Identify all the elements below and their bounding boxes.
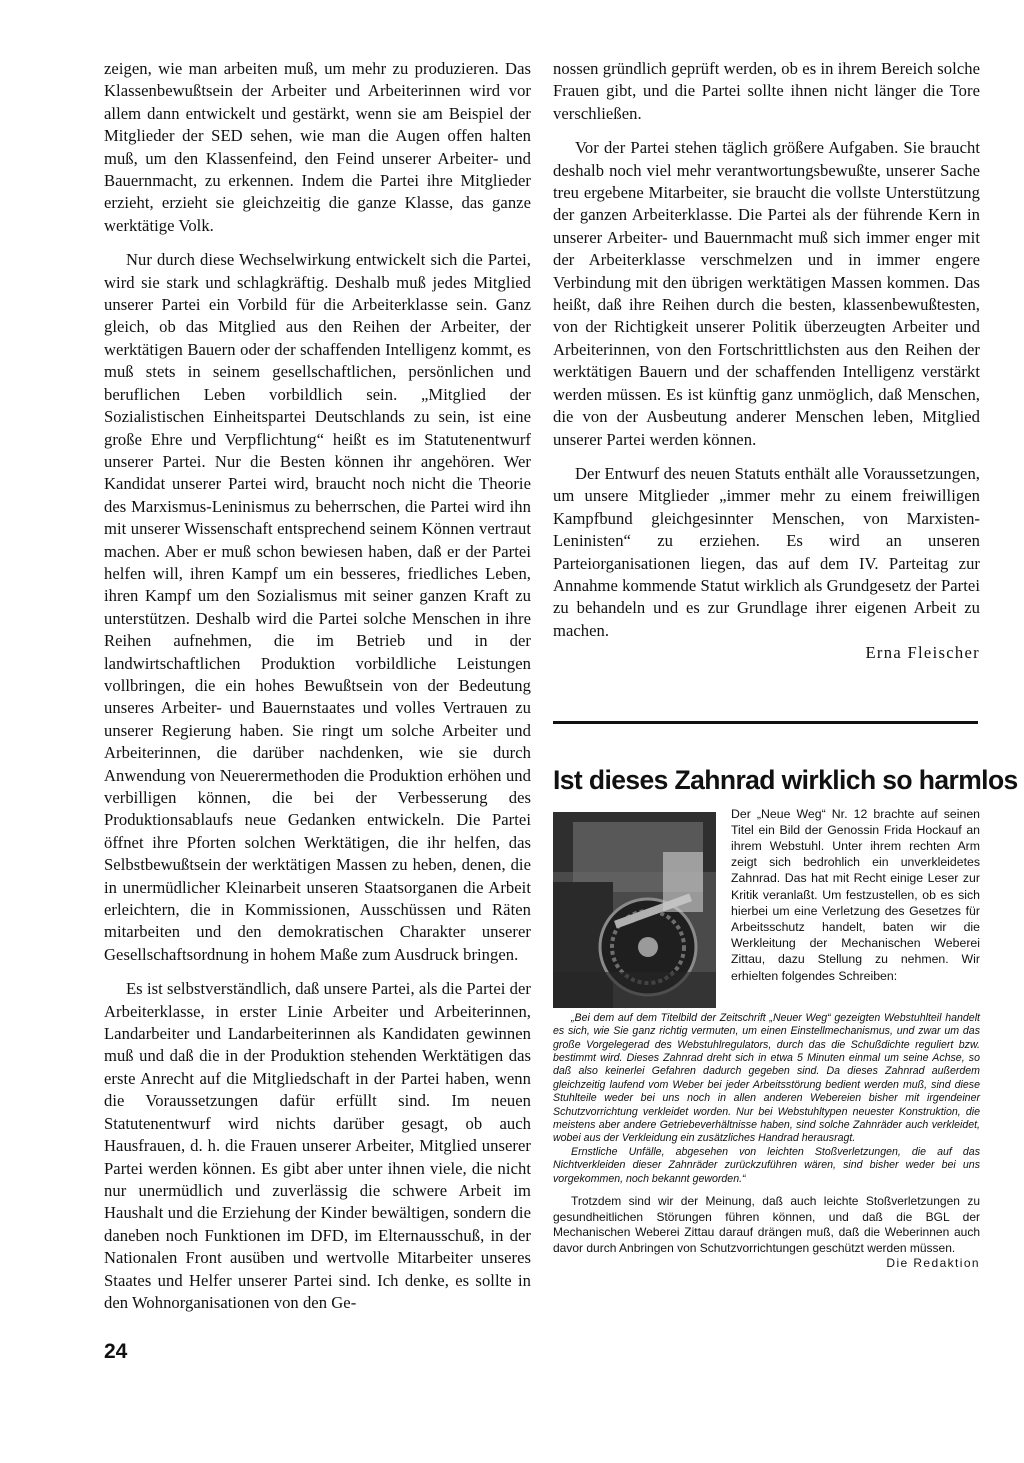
editorial-reply: Trotzdem sind wir der Meinung, daß auch leichte Stoßverletzungen zu gesundheitlichen Störungen führen können, und daß die BGL der Mechanischen Weberei Zittau darauf drängen muß, daß die Weberinnen auch davor durch Anbringen von Schutzvorrichtungen geschützt werden müssen. — [553, 1194, 980, 1255]
left-column — [104, 58, 531, 1314]
page-number: 24 — [104, 1340, 128, 1363]
author-signature: Erna Fleischer — [865, 643, 980, 663]
article-intro: Der „Neue Weg“ Nr. 12 brachte auf seinen Titel ein Bild der Genossin Frida Hockauf an ihrem Webstuhl. Unter ihrem rechten Arm zeigt sich bedrohlich ein unverkleidetes Zahnrad. Das hat mit Recht einige Leser zur Kritik veranlaßt. Um festzustellen, ob es sich hierbei um eine Verletzung des Gesetzes für Arbeitsschutz handelt, baten wir die Werkleitung der Mechanischen Weberei Zittau, dazu Stellung zu nehmen. Wir erhielten folgendes Schreiben: — [731, 806, 980, 983]
left-paragraph-2: Nur durch diese Wechselwirkung entwickelt sich die Partei, wird sie stark und schlagkräftig. Deshalb muß jedes Mitglied unserer Partei ein Vorbild für die Arbeiterklasse sein. Ganz gleich, ob das Mitglied aus den Reihen der Arbeiter, der werktätigen Bauern oder der schaffenden Intelligenz kommt, es muß stets in seinem gesellschaftlichen, persönlichen und beruflichen Leben vorbildlich sein. „Mitglied der Sozialistischen Einheitspartei Deutschlands zu sein, ist eine große Ehre und Verpflichtung“ heißt es im Statutenentwurf unserer Partei. Nur die Besten können ihr angehören. Wer Kandidat unserer Partei wird, braucht noch nicht die Theorie des Marxismus-Leninismus zu beherrschen, die Partei wird ihn mit unserer Wissenschaft entsprechend seinem Können vertraut machen. Aber er muß schon bewiesen haben, daß er der Partei helfen will, ihren Kampf um ein besseres, friedliches Leben, ihren Kampf um den Sozialismus mit seiner ganzen Kraft zu unterstützen. Deshalb wird die Partei solche Menschen in ihre Reihen aufnehmen, die im Betrieb und in der landwirtschaftlichen Produktion vorbildliche Leistungen vollbringen, die ein hohes Bewußtsein von der Bedeutung unseres Arbeiter- und Bauernstaates und volles Vertrauen zu unserer Regierung haben. Sie ringt um solche Arbeiter und Arbeiterinnen, die darüber nachdenken, wie sie durch Anwendung von Neuerermethoden die Produktion erhöhen und verbilligen können, die bei der Verbesserung des Produktionsablaufs neue Gedanken entwickeln. Die Partei öffnet ihre Pforten solchen Werktätigen, die ihr helfen, das Selbstbewußtsein der werktätigen Massen zu heben, denen, die in unermüdlicher Kleinarbeit unseren Staatsorganen die Arbeit erleichtern, die in Kommissionen, Ausschüssen und Räten mitarbeiten und den demokratischen Charakter unserer Gesellschaftsordnung in hohem Maße zum Ausdruck bringen. — [104, 250, 531, 964]
editorial-signature: Die Redaktion — [886, 1256, 980, 1271]
loom-gear-image — [553, 812, 716, 1008]
left-paragraph-1: zeigen, wie man arbeiten muß, um mehr zu produzieren. Das Klassenbewußtsein der Arbeiter und Arbeiterinnen wird vor allem dann entwickelt und gestärkt, wenn sie am Beispiel der Mitglieder der SED sehen, wie man die Augen offen halten muß, um den Klassenfeind, den Feind unserer Arbeiter- und Bauernmacht, zu erkennen. Indem die Partei ihre Mitglieder erzieht, erzieht sie gleichzeitig die ganze Klasse, das ganze werktätige Volk. — [104, 59, 531, 235]
article-body — [553, 806, 980, 1271]
right-paragraph-3: Der Entwurf des neuen Statuts enthält alle Voraussetzungen, um unsere Mitglieder „immer mehr zu einem freiwilligen Kampfbund gleichgesinnter Menschen, von Marxisten-Leninisten“ zu erziehen. Es wird an unseren Parteiorganisationen liegen, das auf dem IV. Parteitag zur Annahme kommende Statut wirklich als Grundgesetz der Partei zu behandeln und es zur Grundlage ihrer eigenen Arbeit zu machen. — [553, 463, 980, 640]
article-headline: Ist dieses Zahnrad wirklich so harmlos — [553, 764, 1018, 795]
letter-quote-1: „Bei dem auf dem Titelbild der Zeitschrift „Neuer Weg“ gezeigten Webstuhlteil handelt es sich, wie Sie ganz richtig vermuten, um einen Einstellmechanismus, und zwar um das große Vorgelegerad des Webstuhlregulators, durch das die Schußdichte reguliert bzw. bestimmt wird. Dieses Zahnrad dreht sich in etwa 5 Minuten einmal um seine Achse, so daß also keinerlei Gefahren dadurch gegeben sind. Da dieses Zahnrad außerdem gleichzeitig laufend vom Weber bei jeder Arbeitsstörung bedient werden muß, sind diese Stuhlteile weder bei uns noch in allen anderen Webereien bisher mit irgendeiner Schutzvorrichtung verkleidet worden. Nur bei Webstuhltypen neuester Konstruktion, die meistens aber andere Getriebeverhältnisse haben, sind solche Zahnräder auch verkleidet, wobei aus der Verkleidung ein zusätzliches Handrad herausragt. — [553, 1011, 980, 1145]
letter-quote-2: Ernstliche Unfälle, abgesehen von leichten Stoßverletzungen, die auf das Nichtverkleiden dieser Zahnräder zurückzuführen wären, sind bisher weder bei uns vorgekommen, noch bekannt geworden.“ — [553, 1145, 980, 1185]
right-column — [553, 58, 1018, 1271]
left-paragraph-3: Es ist selbstverständlich, daß unsere Partei, als die Partei der Arbeiterklasse, in erster Linie Arbeiter und Arbeiterinnen, Landarbeiter und Landarbeiterinnen als Kandidaten gewinnen muß und daß die in der Produktion stehenden Werktätigen das erste Anrecht auf die Mitgliedschaft in der Partei haben, wenn die Voraussetzungen dafür erfüllt sind. Im neuen Statutenentwurf wird nichts darüber gesagt, ob auch Hausfrauen, d. h. die Frauen unserer Arbeiter, Mitglied unserer Partei werden können. Es gibt aber unter ihnen viele, die nicht nur unermüdlich und zuverlässig die schwere Arbeit im Haushalt und die Erziehung der Kinder bewältigen, sondern die daneben noch Funktionen im DFD, im Elternausschuß, in der Nationalen Front ausüben und wertvolle Mitarbeiter unseres Staates und Helfer unserer Partei sind. Ich denke, es sollte in den Wohnorganisationen von den Ge- — [104, 979, 531, 1312]
loom-photo — [553, 812, 716, 1008]
right-paragraph-1: nossen gründlich geprüft werden, ob es in ihrem Bereich solche Frauen gibt, und die Partei sollte ihnen nicht länger die Tore verschließen. — [553, 59, 980, 123]
right-paragraph-2: Vor der Partei stehen täglich größere Aufgaben. Sie braucht deshalb noch viel mehr verantwortungsbewußte, unserer Sache treu ergebene Mitarbeiter, sie braucht die vollste Unterstützung der ganzen Arbeiterklasse. Die Partei als der führende Kern in unserer Arbeiter- und Bauernmacht muß sich immer enger mit der Arbeiterklasse verschmelzen und in immer engere Verbindung mit den übrigen werktätigen Massen kommen. Das heißt, daß ihre Reihen durch die besten, klassenbewußtesten, von der Richtigkeit unserer Politik überzeugten Arbeiter und Arbeiterinnen, von den Fortschrittlichsten aus den Reihen der werktätigen Bauern und der schaffenden Intelligenz verstärkt werden müssen. Es ist künftig ganz unmöglich, daß Menschen, die von der Ausbeutung anderer Menschen leben, Mitglied unserer Partei werden können. — [553, 138, 980, 449]
section-divider — [553, 721, 978, 724]
